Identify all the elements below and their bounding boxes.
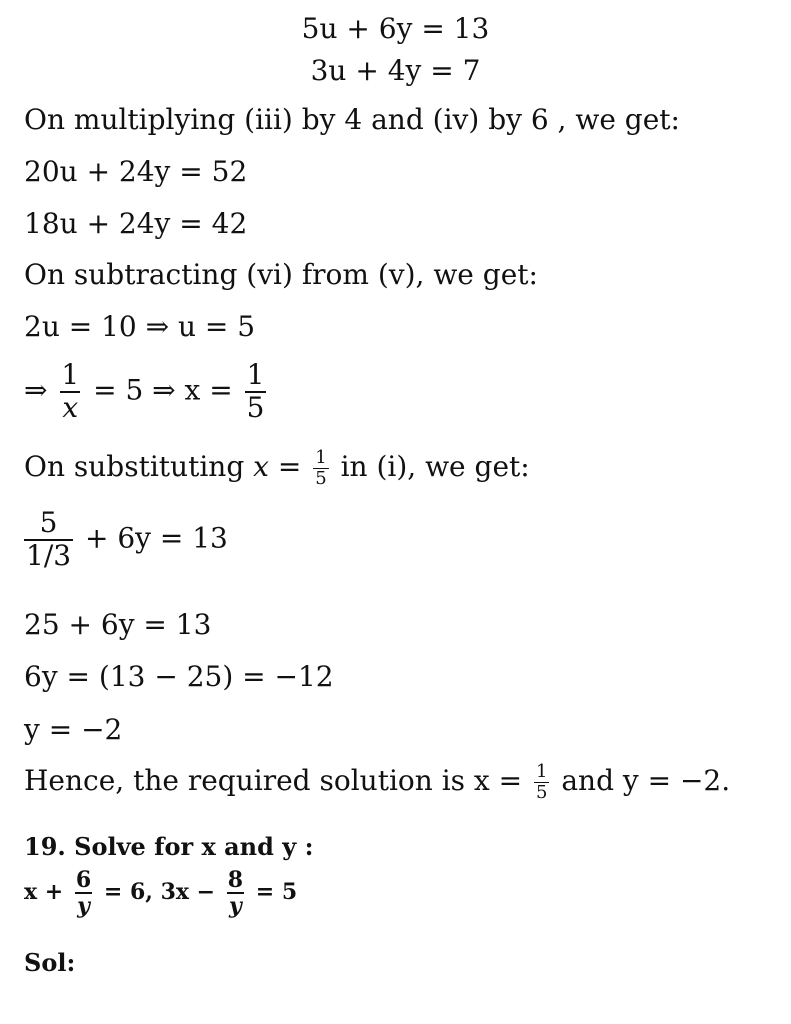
fraction-conclusion-one-fifth: $\frac{1}{5}$	[535, 761, 548, 803]
substitute-instruction: On substituting x = $\frac{1}{5}$ in (i), we get:	[24, 447, 530, 489]
solution-label: Sol:	[24, 948, 76, 977]
equation-25: 25 + 6y = 13	[24, 608, 212, 641]
conclusion: Hence, the required solution is x = $\frac{1}{5}$ and y = −2.	[24, 761, 731, 803]
fraction-eight-over-y: $\frac{8}{y}$	[227, 867, 244, 920]
fraction-six-over-y: $\frac{6}{y}$	[75, 867, 92, 920]
equation-v: 20u + 24y = 52	[24, 155, 248, 188]
fraction-one-over-x: $\frac{1}{x}$	[61, 358, 80, 424]
implies-symbol: ⇒	[24, 373, 48, 407]
substituted-equation: $\frac{5}{1/3}$ + 6y = 13	[26, 506, 228, 572]
subtract-instruction: On subtracting (vi) from (v), we get:	[24, 258, 538, 291]
question-19-equations: x + $\frac{6}{y}$ = 6, 3x − $\frac{8}{y}$ = 5	[24, 867, 298, 920]
equation-vi: 18u + 24y = 42	[24, 207, 248, 240]
x-derivation-middle: = 5 ⇒ x =	[93, 373, 233, 407]
y-result: y = −2	[24, 713, 123, 746]
multiply-instruction: On multiplying (iii) by 4 and (iv) by 6 , we get:	[24, 103, 680, 136]
equation-top-1: 5u + 6y = 13	[301, 12, 490, 45]
question-19-heading: 19. Solve for x and y :	[24, 832, 314, 861]
x-derivation	[24, 360, 269, 424]
fraction-one-fifth: $\frac{1}{5}$	[246, 358, 265, 424]
fraction-five-over-third: $\frac{5}{1/3}$	[26, 506, 72, 572]
fraction-inline-one-fifth: $\frac{1}{5}$	[315, 447, 327, 489]
u-result: 2u = 10 ⇒ u = 5	[24, 310, 256, 343]
equation-6y: 6y = (13 − 25) = −12	[24, 660, 334, 693]
equation-top-2: 3u + 4y = 7	[310, 54, 481, 87]
